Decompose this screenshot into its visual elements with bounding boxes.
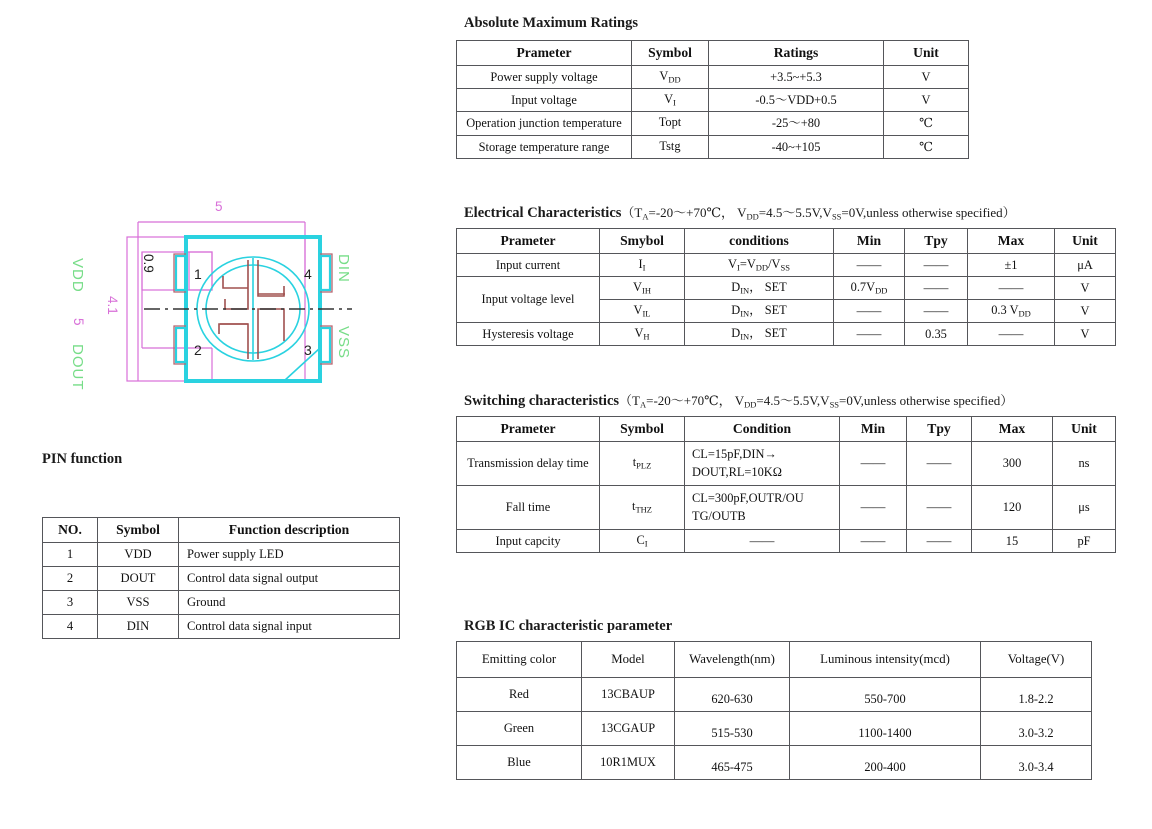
pin-number-4: 4 (304, 266, 312, 282)
rgb-intensity: 1100-1400 (790, 712, 981, 746)
rgb-intensity: 200-400 (790, 746, 981, 780)
ec-condition: （$T_A=-20\sim+70℃$， $V_{DD}=4.5\sim 5.5V,V_{SS}=0V,unless$ otherwise specified） (621, 205, 1016, 222)
label-vdd: VDD (69, 258, 86, 293)
table-row (457, 441, 1116, 485)
col-ratings: Ratings (709, 41, 884, 66)
sc-symbol (600, 530, 685, 553)
table-header-row (457, 642, 1092, 678)
sc-unit: ns (1053, 441, 1116, 485)
sc-tpy: —— (907, 485, 972, 529)
pin-no: 3 (43, 591, 98, 615)
symbol-base: Tstg (659, 138, 681, 153)
sc-condition: （$T_A=-20\sim+70℃$， $V_{DD}=4.5\sim 5.5V,V_{SS}=0V,unless$ otherwise specified） (619, 393, 1014, 410)
ec-condition: $D_{IN}$， SET (685, 323, 834, 346)
amr-parameter: Power supply voltage (457, 65, 632, 88)
rgb-wavelength: 515-530 (675, 712, 790, 746)
package-outline-drawing (52, 196, 402, 426)
table-row (43, 591, 400, 615)
amr-parameter: Storage temperature range (457, 135, 632, 158)
ec-unit: μA (1055, 253, 1116, 276)
amr-parameter: Input voltage (457, 88, 632, 111)
col-function-description: Function description (179, 518, 400, 543)
rgb-emitting-color: Green (457, 712, 582, 746)
dimension-lines-top (138, 222, 305, 381)
ec-symbol (600, 276, 685, 299)
pin-symbol: VSS (98, 591, 179, 615)
symbol-base: V (659, 68, 669, 83)
label-dout: DOUT (69, 344, 86, 391)
col-unit: Unit (1055, 229, 1116, 254)
amr-parameter: Operation junction temperature (457, 111, 632, 135)
absolute-maximum-ratings-table-wrap (456, 40, 969, 159)
ec-max: 0.3 $V_{DD}$ (968, 299, 1055, 322)
label-vss: VSS (335, 326, 352, 360)
col-max: Max (972, 417, 1053, 442)
col-luminous-intensity: Luminous intensity(mcd) (790, 642, 981, 678)
rgb-voltage: 1.8-2.2 (981, 678, 1092, 712)
ec-condition: $D_{IN}$， SET (685, 299, 834, 322)
pin-description: Ground (179, 591, 400, 615)
table-row (457, 485, 1116, 529)
table-row (457, 712, 1092, 746)
dimension-top-label: 5 (215, 199, 223, 214)
pin-number-1: 1 (194, 266, 202, 282)
pin-symbol: DIN (98, 615, 179, 639)
table-header-row (457, 229, 1116, 254)
col-prameter: Prameter (457, 229, 600, 254)
table-row (457, 746, 1092, 780)
ec-condition: $D_{IN}$， SET (685, 276, 834, 299)
sc-condition-line1: CL=300pF,OUTR/OU (692, 490, 804, 505)
pin-number-2: 2 (194, 342, 202, 358)
col-max: Max (968, 229, 1055, 254)
ec-unit: V (1055, 299, 1116, 322)
ec-tpy: —— (905, 299, 968, 322)
table-row (457, 678, 1092, 712)
col-prameter: Prameter (457, 417, 600, 442)
table-row (457, 135, 969, 158)
rgb-wavelength: 465-475 (675, 746, 790, 780)
sc-condition-line1: CL=15pF,DIN→ (692, 446, 777, 461)
rgb-voltage: 3.0-3.4 (981, 746, 1092, 780)
col-min: Min (834, 229, 905, 254)
pin-no: 4 (43, 615, 98, 639)
ec-min: $0.7V_{DD}$ (834, 276, 905, 299)
symbol-sub: I (644, 538, 648, 549)
col-condition: Condition (685, 417, 840, 442)
col-unit: Unit (884, 41, 969, 66)
table-row (457, 530, 1116, 553)
rgb-model: 13CGAUP (582, 712, 675, 746)
electrical-characteristics-heading (464, 202, 1016, 222)
ec-condition: $V_I=V_{DD}/V_{SS}$ (685, 253, 834, 276)
switching-characteristics-heading (464, 390, 1013, 410)
col-prameter: Prameter (457, 41, 632, 66)
ec-parameter: Input current (457, 253, 600, 276)
rgb-model: 10R1MUX (582, 746, 675, 780)
absolute-maximum-ratings-table (456, 40, 969, 159)
col-voltage: Voltage(V) (981, 642, 1092, 678)
ec-parameter: Input voltage level (457, 276, 600, 322)
symbol-base: V (633, 279, 642, 294)
symbol-sub: H (643, 331, 650, 342)
col-symbol: Symbol (632, 41, 709, 66)
absolute-maximum-ratings-heading: Absolute Maximum Ratings (464, 15, 639, 31)
sc-condition (685, 485, 840, 529)
ec-heading-text: Electrical Characteristics (464, 205, 622, 221)
symbol-base: V (664, 91, 674, 106)
table-row (457, 323, 1116, 346)
sc-condition-line2: TG/OUTB (692, 509, 746, 524)
rgb-voltage: 3.0-3.2 (981, 712, 1092, 746)
amr-ratings: -0.5～VDD+0.5 (709, 88, 884, 111)
electrical-characteristics-table (456, 228, 1116, 346)
ec-unit: V (1055, 323, 1116, 346)
symbol-sub: PLZ (636, 460, 652, 471)
amr-symbol (632, 65, 709, 88)
ec-min: —— (834, 299, 905, 322)
table-row (457, 111, 969, 135)
amr-unit: ℃ (884, 111, 969, 135)
col-symbol: Symbol (600, 417, 685, 442)
dimension-pad: 0.9 (141, 254, 156, 273)
sc-condition: —— (685, 530, 840, 553)
sc-min: —— (840, 485, 907, 529)
col-tpy: Tpy (907, 417, 972, 442)
table-header-row (457, 41, 969, 66)
table-row (43, 615, 400, 639)
ec-symbol (600, 323, 685, 346)
symbol-base: I (638, 256, 643, 271)
sc-tpy: —— (907, 530, 972, 553)
table-row (43, 543, 400, 567)
col-emitting-color: Emitting color (457, 642, 582, 678)
table-row (457, 88, 969, 111)
switching-characteristics-table-wrap (456, 416, 1116, 553)
symbol-sub: IH (641, 285, 651, 296)
amr-symbol (632, 135, 709, 158)
table-header-row (43, 518, 400, 543)
pin-function-table-wrap (42, 517, 400, 639)
table-row (457, 276, 1116, 299)
dimension-inner-width: 4.1 (105, 296, 120, 315)
ec-tpy: —— (905, 253, 968, 276)
amr-symbol (632, 88, 709, 111)
rgb-wavelength: 620-630 (675, 678, 790, 712)
ec-parameter: Hysteresis voltage (457, 323, 600, 346)
sc-symbol (600, 441, 685, 485)
sc-max: 120 (972, 485, 1053, 529)
rgb-intensity: 550-700 (790, 678, 981, 712)
amr-unit: V (884, 88, 969, 111)
symbol-base: t (632, 499, 636, 514)
pin-symbol: DOUT (98, 567, 179, 591)
col-min: Min (840, 417, 907, 442)
symbol-sub: IL (642, 308, 651, 319)
symbol-base: t (632, 455, 637, 470)
pin-function-heading: PIN function (42, 451, 123, 467)
sc-tpy: —— (907, 441, 972, 485)
rgb-characteristic-table-wrap (456, 641, 1092, 780)
electrical-characteristics-table-wrap (456, 228, 1116, 346)
table-row (43, 567, 400, 591)
pin-function-table (42, 517, 400, 639)
amr-unit: V (884, 65, 969, 88)
table-row (457, 253, 1116, 276)
col-model: Model (582, 642, 675, 678)
sc-parameter: Input capcity (457, 530, 600, 553)
symbol-base: Topt (658, 115, 682, 130)
sc-symbol (600, 485, 685, 529)
rgb-emitting-color: Blue (457, 746, 582, 780)
symbol-base: V (633, 302, 643, 317)
symbol-sub: DD (668, 74, 681, 84)
sc-parameter: Fall time (457, 485, 600, 529)
rgb-emitting-color: Red (457, 678, 582, 712)
pin-number-3: 3 (304, 342, 312, 358)
symbol-base: C (636, 533, 645, 548)
sc-min: —— (840, 530, 907, 553)
switching-characteristics-table (456, 416, 1116, 553)
col-smybol: Smybol (600, 229, 685, 254)
table-row (457, 65, 969, 88)
col-unit: Unit (1053, 417, 1116, 442)
ec-tpy: 0.35 (905, 323, 968, 346)
symbol-sub: THZ (635, 504, 652, 515)
ec-max: —— (968, 323, 1055, 346)
sc-unit: pF (1053, 530, 1116, 553)
ec-unit: V (1055, 276, 1116, 299)
col-conditions: conditions (685, 229, 834, 254)
table-header-row (457, 417, 1116, 442)
col-symbol: Symbol (98, 518, 179, 543)
ec-tpy: —— (905, 276, 968, 299)
amr-ratings: -25～+80 (709, 111, 884, 135)
amr-ratings: -40~+105 (709, 135, 884, 158)
sc-unit: μs (1053, 485, 1116, 529)
dimension-overall-left: 5 (71, 318, 86, 326)
ec-min: —— (834, 253, 905, 276)
amr-symbol (632, 111, 709, 135)
sc-heading-text: Switching characteristics (464, 393, 620, 409)
pin-no: 1 (43, 543, 98, 567)
ec-max: ±1 (968, 253, 1055, 276)
sc-condition (685, 441, 840, 485)
amr-unit: ℃ (884, 135, 969, 158)
col-no: NO. (43, 518, 98, 543)
col-wavelength: Wavelength(nm) (675, 642, 790, 678)
symbol-base: V (634, 326, 644, 341)
sc-max: 15 (972, 530, 1053, 553)
amr-ratings: +3.5~+5.3 (709, 65, 884, 88)
pin-symbol: VDD (98, 543, 179, 567)
pin-description: Power supply LED (179, 543, 400, 567)
rgb-characteristic-heading: RGB IC characteristic parameter (464, 618, 673, 634)
label-din: DIN (335, 254, 352, 283)
col-tpy: Tpy (905, 229, 968, 254)
pin-description: Control data signal output (179, 567, 400, 591)
rgb-characteristic-table (456, 641, 1092, 780)
ec-symbol (600, 253, 685, 276)
ec-min: —— (834, 323, 905, 346)
symbol-sub: I (642, 262, 646, 272)
sc-min: —— (840, 441, 907, 485)
sc-max: 300 (972, 441, 1053, 485)
pin-description: Control data signal input (179, 615, 400, 639)
symbol-sub: I (673, 97, 676, 108)
pin-no: 2 (43, 567, 98, 591)
ec-max: —— (968, 276, 1055, 299)
rgb-model: 13CBAUP (582, 678, 675, 712)
ec-symbol (600, 299, 685, 322)
sc-condition-line2: DOUT,RL=10KΩ (692, 465, 782, 480)
sc-parameter: Transmission delay time (457, 441, 600, 485)
